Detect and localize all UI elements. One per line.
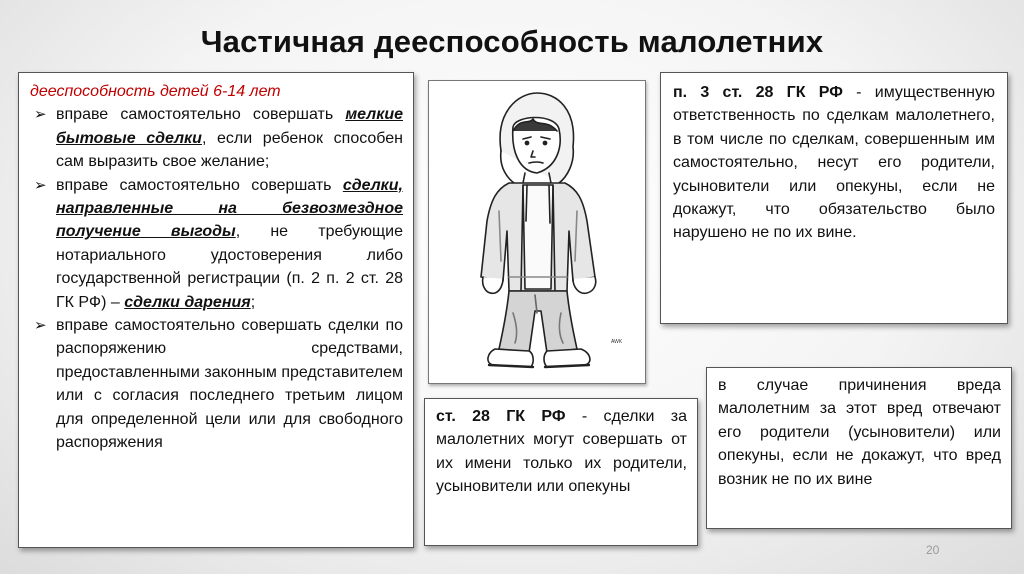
list-item — [30, 174, 403, 314]
list-item — [30, 103, 403, 173]
artist-signature: AWK — [611, 339, 623, 345]
list-item-text: , не требующие нотариального удостоверения либо государственной регистрации (п. 2 п. 2 ст. 28 ГК РФ) – — [56, 223, 403, 311]
list-item-emphasis: сделки дарения — [124, 293, 251, 311]
list-item-text: вправе самостоятельно совершать — [56, 106, 346, 124]
arrow-bullet-icon: ➢ — [34, 106, 47, 124]
left-text-box — [18, 72, 414, 548]
box-text: в случае причинения вреда малолетним за этот вред отвечают его родители (усыновители) или опекуны, если не докажут, что вред возник не по их вине — [718, 377, 1001, 488]
child-in-hoodie-icon — [429, 81, 645, 383]
list-item — [30, 314, 403, 454]
child-illustration — [428, 80, 646, 384]
law-reference: ст. 28 ГК РФ — [436, 408, 566, 425]
right-top-text-box — [660, 72, 1008, 324]
right-bottom-text-box — [706, 367, 1012, 529]
box-text: - сделки за малолетних могут совершать от их имени только их родители, усыновители или опекуны — [436, 408, 688, 496]
middle-bottom-text-box — [424, 398, 698, 546]
page-number: 20 — [926, 543, 940, 557]
list-item-text: , если ребенок способен сам выразить свое желание; — [56, 129, 404, 171]
list-item-text: вправе самостоятельно совершать сделки по распоряжению средствами, предоставленными законным представителем или с согласия последнего третьим лицом для определенной цели или для свободного распоряжения — [56, 317, 403, 452]
list-item-text: вправе самостоятельно совершать — [56, 176, 343, 194]
slide-title: Частичная дееспособность малолетних — [200, 24, 824, 59]
left-box-list — [30, 103, 403, 454]
arrow-bullet-icon: ➢ — [34, 317, 47, 335]
left-box-heading: дееспособность детей 6-14 лет — [30, 83, 281, 100]
arrow-bullet-icon: ➢ — [34, 176, 47, 194]
list-item-emphasis: мелкие бытовые сделки — [56, 106, 403, 147]
list-item-emphasis: сделки, направленные на безвозмездное получение выгоды — [56, 176, 403, 241]
box-text: - имущественную ответственность по сделкам малолетнего, в том числе по сделкам, совершенным им самостоятельно, несут его родители, усыновители или опекуны, если не докажут, что обязательство было нарушено не по их вине. — [673, 84, 995, 242]
list-item-text: ; — [250, 293, 256, 311]
law-reference: п. 3 ст. 28 ГК РФ — [673, 84, 843, 101]
